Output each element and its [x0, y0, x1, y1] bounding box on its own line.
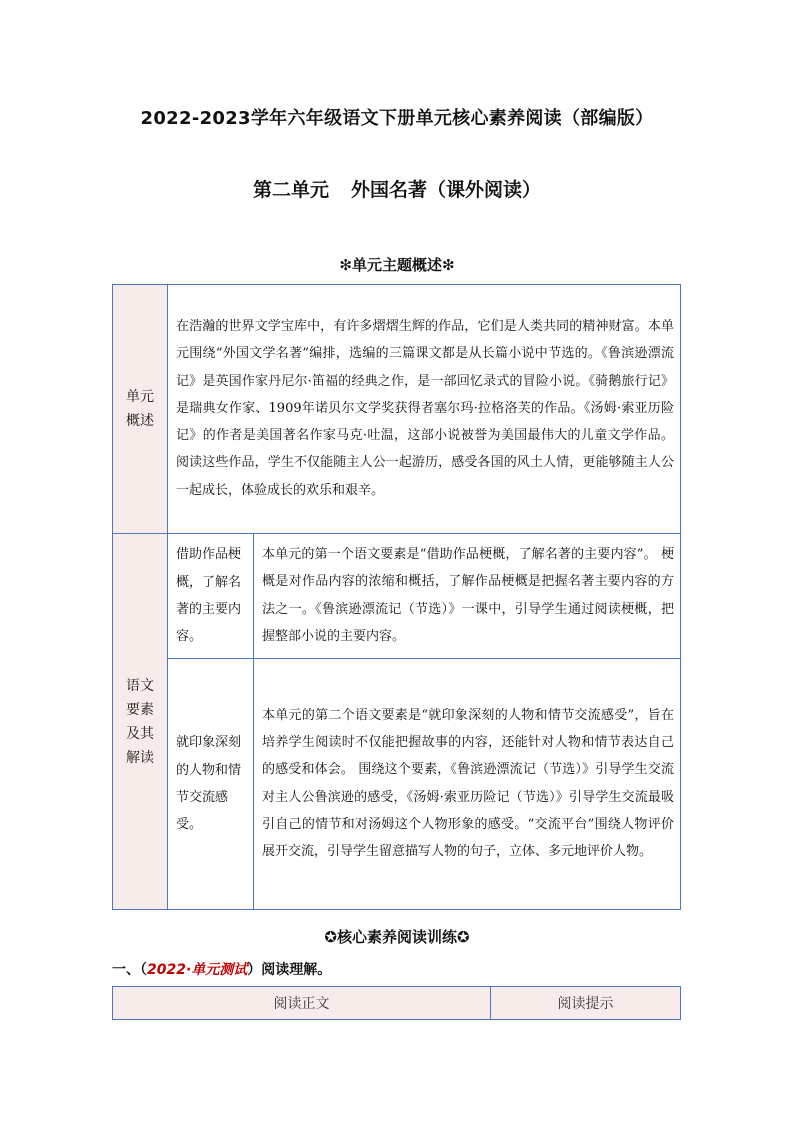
element-name: 就印象深刻的人物和情节交流感受。 — [168, 659, 254, 910]
unit-summary-text: 在浩瀚的世界文学宝库中，有许多熠熠生辉的作品，它们是人类共同的精神财富。本单元围绕“外国文学名著”编排，选编的三篇课文都是从长篇小说中节选的。《鲁滨逊漂流记》是英国作家丹尼尔·笛福的经典之作，是一部回忆录式的冒险小说。《骑鹅旅行记》是瑞典女作家、1909年诺贝尔文学奖获得者塞尔玛·拉格洛芙的作品。《汤姆·索亚历险记》的作者是美国著名作家马克·吐温，这部小说被誉为美国最伟大的儿童文学作品。阅读这些作品，学生不仅能随主人公一起游历，感受各国的风土人情，更能够随主人公一起成长，体验成长的欢乐和艰辛。 — [168, 285, 681, 534]
overview-heading: ❇单元主题概述❇ — [339, 256, 455, 274]
reading-table-header — [113, 987, 681, 1020]
unit-summary-row — [113, 285, 681, 534]
reading-hint-header: 阅读提示 — [491, 987, 681, 1020]
unit-name: 外国名著（课外阅读） — [351, 179, 542, 201]
reading-table — [112, 986, 681, 1020]
element-explanation: 本单元的第一个语文要素是“借助作品梗概，了解名著的主要内容”。 梗概是对作品内容的浓缩和概括，了解作品梗概是把握名著主要内容的方法之一。《鲁滨逊漂流记（节选）》一课中，引导学生通过阅读梗概，把握整部小说的主要内容。 — [254, 534, 681, 659]
unit-number: 第二单元 — [252, 179, 329, 201]
document-title: 2022-2023学年六年级语文下册单元核心素养阅读（部编版） — [140, 108, 654, 129]
elements-label: 语文 要素 及其 解读 — [113, 534, 168, 910]
unit-summary-label: 单元 概述 — [113, 285, 168, 534]
unit-overview-table — [112, 284, 681, 910]
unit-title — [0, 175, 794, 202]
reading-text-header: 阅读正文 — [113, 987, 491, 1020]
training-heading: ✪核心素养阅读训练✪ — [324, 928, 470, 946]
exercise-source: 2022·单元测试 — [147, 962, 248, 978]
element-name: 借助作品梗概，了解名著的主要内容。 — [168, 534, 254, 659]
element-row — [113, 534, 681, 659]
element-row — [113, 659, 681, 910]
exercise-heading: 一、（2022·单元测试）阅读理解。 — [112, 962, 332, 978]
element-explanation: 本单元的第二个语文要素是“就印象深刻的人物和情节交流感受”，旨在培养学生阅读时不仅能把握故事的内容，还能针对人物和情节表达自己的感受和体会。 围绕这个要素，《鲁滨逊漂流记（节选）》引导学生交流对主人公鲁滨逊的感受，《汤姆·索亚历险记（节选）》引导学生交流最吸引自己的情节和对汤姆这个人物形象的感受。“交流平台”围绕人物评价展开交流，引导学生留意描写人物的句子，立体、多元地评价人物。 — [254, 659, 681, 910]
